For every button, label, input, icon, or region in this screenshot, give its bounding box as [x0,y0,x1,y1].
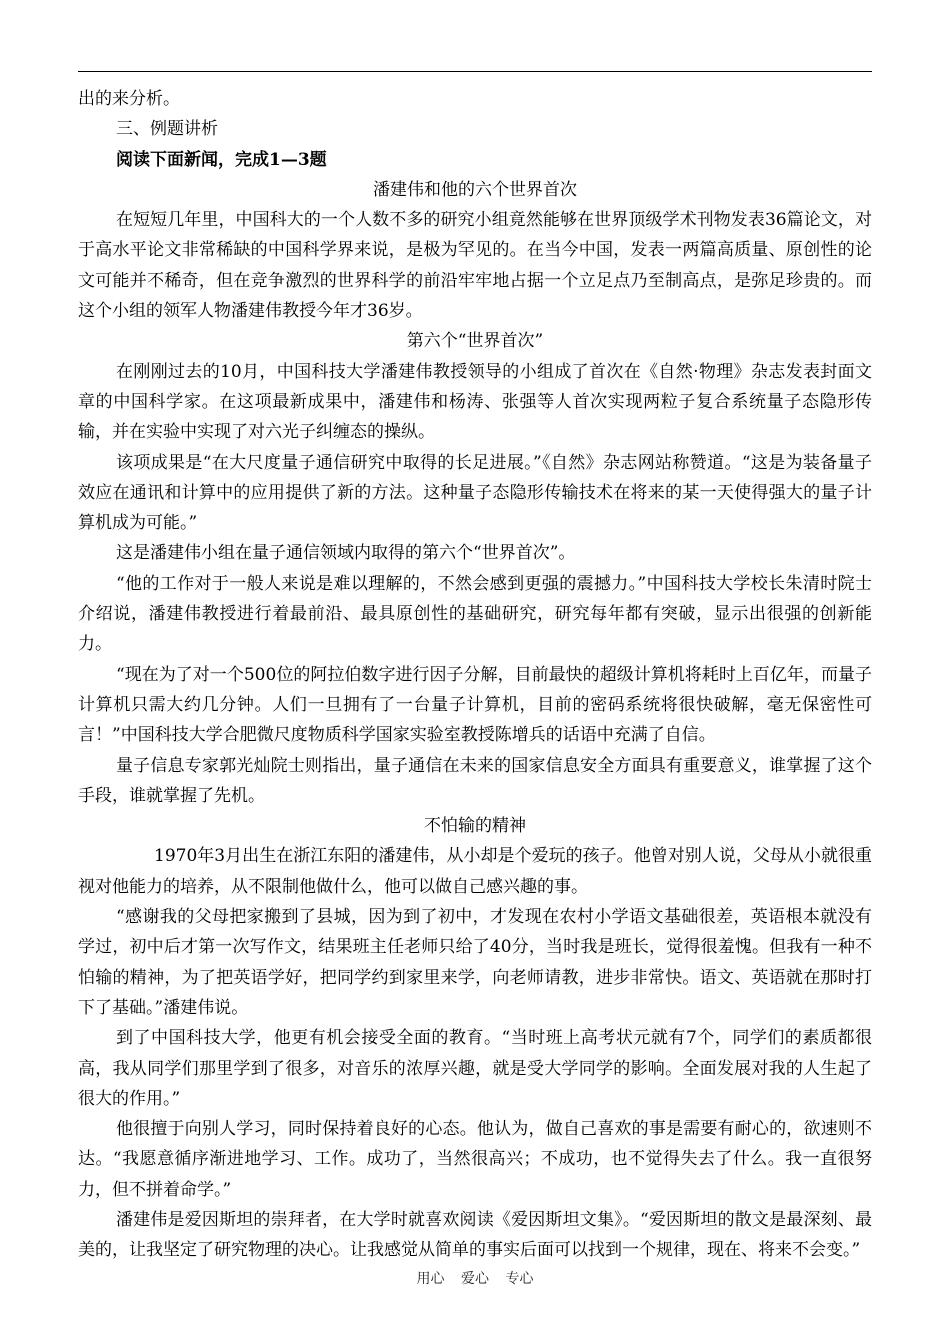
paragraph: 到了中国科技大学，他更有机会接受全面的教育。“当时班上高考状元就有7个，同学们的素质都很高，我从同学们那里学到了很多，对音乐的浓厚兴趣，就是受大学同学的影响。全面发展对我的人生起了很大的作用。” [78,1028,872,1109]
instruction-text: 阅读下面新闻，完成1—3题 [116,149,327,170]
paragraph: “现在为了对一个500位的阿拉伯数字进行因子分解，目前最快的超级计算机将耗时上百亿年，而量子计算机只需大约几分钟。人们一旦拥有了一台量子计算机，目前的密码系统将很快破解，毫无保密性可言！”中国科技大学合肥微尺度物质科学国家实验室教授陈增兵的话语中充满了自信。 [78,664,872,746]
paragraph: 该项成果是“在大尺度量子通信研究中取得的长足进展。”《自然》杂志网站称赞道。“这是为装备量子效应在通讯和计算中的应用提供了新的方法。这种量子态隐形传输技术在将来的某一天使得强大的量子计算机成为可能。” [78,452,872,534]
paragraph: 潘建伟是爱因斯坦的崇拜者，在大学时就喜欢阅读《爱因斯坦文集》。“爱因斯坦的散文是最深刻、最美的，让我坚定了研究物理的决心。让我感觉从简单的事实后面可以找到一个规律，现在、将来不会变。” [78,1209,872,1261]
paragraph: 量子信息专家郭光灿院士则指出，量子通信在未来的国家信息安全方面具有重要意义，谁掌握了这个手段，谁就掌握了先机。 [78,755,872,806]
paragraph: 在刚刚过去的10月，中国科技大学潘建伟教授领导的小组成了首次在《自然·物理》杂志发表封面文章的中国科学家。在这项最新成果中，潘建伟和杨涛、张强等人首次实现两粒子复合系统量子态隐形传输，并在实验中实现了对六光子纠缠态的操纵。 [78,361,872,443]
paragraph: “感谢我的父母把家搬到了县城，因为到了初中，才发现在农村小学语文基础很差，英语根本就没有学过，初中后才第一次写作文，结果班主任老师只给了40分，当时我是班长，觉得很羞愧。但我有一种不怕输的精神，为了把英语学好，把同学约到家里来学，向老师请教，进步非常快。语文、英语就在那时打下了基础。”潘建伟说。 [78,907,872,1018]
continuation-text: 出的来分析。 [78,89,180,109]
footer-word: 专心 [505,1271,534,1287]
subtitle-not-afraid-to-lose: 不怕输的精神 [424,816,526,837]
paragraph: 1970年3月出生在浙江东阳的潘建伟，从小却是个爱玩的孩子。他曾对别人说，父母从小就很重视对他能力的培养，从不限制他做什么，他可以做自己感兴趣的事。 [78,846,872,897]
paragraph: 他很擅于向别人学习，同时保持着良好的心态。他认为，做自己喜欢的事是需要有耐心的，欲速则不达。“我愿意循序渐进地学习、工作。成功了，当然很高兴；不成功，也不觉得失去了什么。我一直很努力，但不拼着命学。” [78,1119,872,1200]
paragraph: “他的工作对于一般人来说是难以理解的，不然会感到更强的震撼力。”中国科技大学校长朱清时院士介绍说，潘建伟教授进行着最前沿、最具原创性的基础研究，研究每年都有突破，显示出很强的创新能力。 [78,573,872,655]
subtitle-sixth-first: 第六个“世界首次” [406,331,544,352]
footer-word: 爱心 [461,1271,489,1287]
document-body [78,84,872,1266]
intro-paragraph: 在短短几年里，中国科大的一个人数不多的研究小组竟然能够在世界顶级学术刊物发表36篇论文，对于高水平论文非常稀缺的中国科学界来说，是极为罕见的。在当今中国，发表一两篇高质量、原创性的论文可能并不稀奇，但在竞争激烈的世界科学的前沿牢牢地占据一个立足点乃至制高点，是弥足珍贵的。而这个小组的领军人物潘建伟教授今年才36岁。 [78,210,872,322]
page-footer [0,1268,950,1288]
section-heading: 三、例题讲析 [116,119,218,140]
article-title: 潘建伟和他的六个世界首次 [373,179,577,200]
header-rule [78,71,872,72]
paragraph: 这是潘建伟小组在量子通信领域内取得的第六个“世界首次”。 [116,543,576,564]
footer-word: 用心 [416,1271,445,1287]
